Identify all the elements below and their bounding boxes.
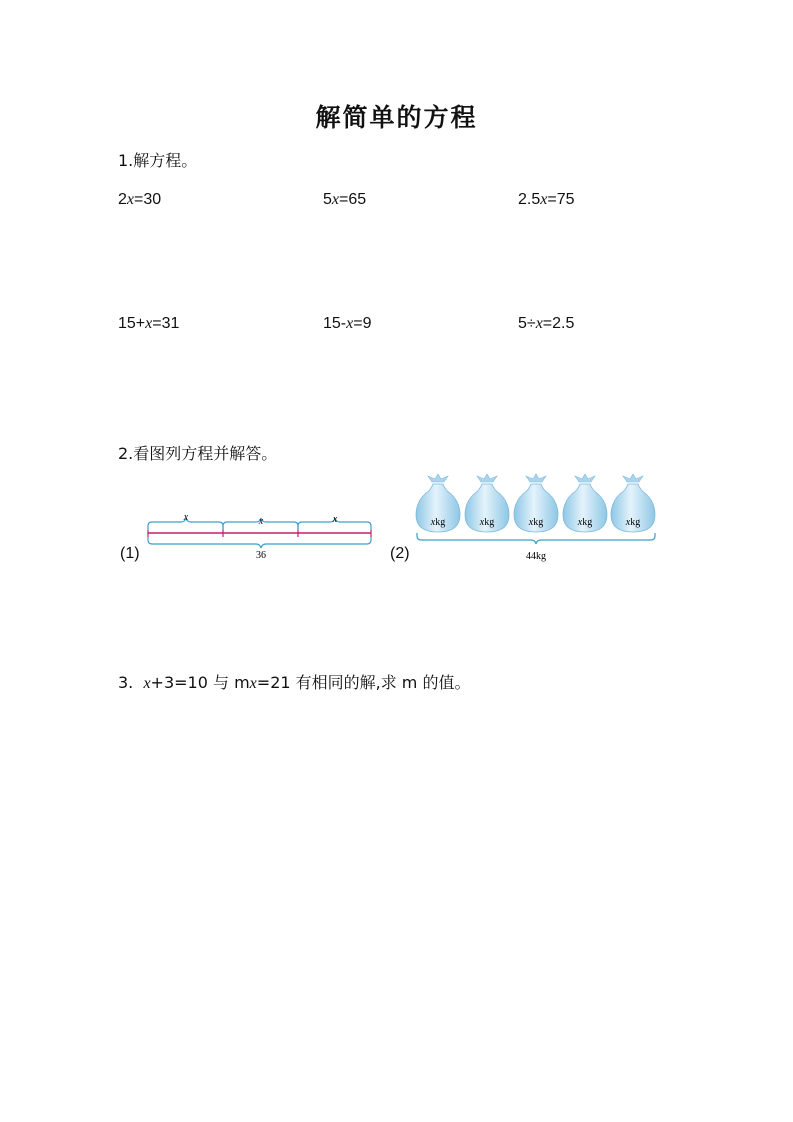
- equation-6: 5÷x=2.5: [518, 315, 575, 332]
- figure-2-label: (2): [390, 545, 410, 562]
- segment-diagram: [148, 512, 371, 561]
- bag-5: [611, 474, 655, 532]
- bags-diagram: [416, 474, 655, 562]
- bags-total: 44kg: [526, 551, 546, 562]
- svg-text:xkg: xkg: [528, 517, 544, 528]
- question-3: 3. x+3=10 与 mx=21 有相同的解,求 m 的值。: [118, 673, 471, 692]
- equation-5: 15-x=9: [323, 315, 372, 332]
- bag-3: [514, 474, 558, 532]
- svg-text:xkg: xkg: [479, 517, 495, 528]
- bag-4: [563, 474, 607, 532]
- bag-1: [416, 474, 460, 532]
- svg-text:xkg: xkg: [577, 517, 593, 528]
- bags-total-brace: [417, 533, 655, 544]
- segment-total: 36: [256, 550, 266, 561]
- figure-1-label: (1): [120, 545, 140, 562]
- segment-label-1: x: [183, 512, 189, 523]
- equation-3: 2.5x=75: [518, 191, 575, 208]
- page-title: 解简单的方程: [315, 103, 478, 132]
- question-1-heading: 1.解方程。: [118, 151, 198, 170]
- bag-2: [465, 474, 509, 532]
- question-2-heading: 2.看图列方程并解答。: [118, 444, 278, 463]
- equation-1: 2x=30: [118, 191, 162, 208]
- segment-label-2: x: [258, 516, 264, 527]
- equation-2: 5x=65: [323, 191, 367, 208]
- segment-label-3: x: [332, 514, 338, 525]
- svg-text:xkg: xkg: [625, 517, 641, 528]
- equation-4: 15+x=31: [118, 315, 180, 332]
- total-brace: [148, 537, 371, 548]
- svg-text:xkg: xkg: [430, 517, 446, 528]
